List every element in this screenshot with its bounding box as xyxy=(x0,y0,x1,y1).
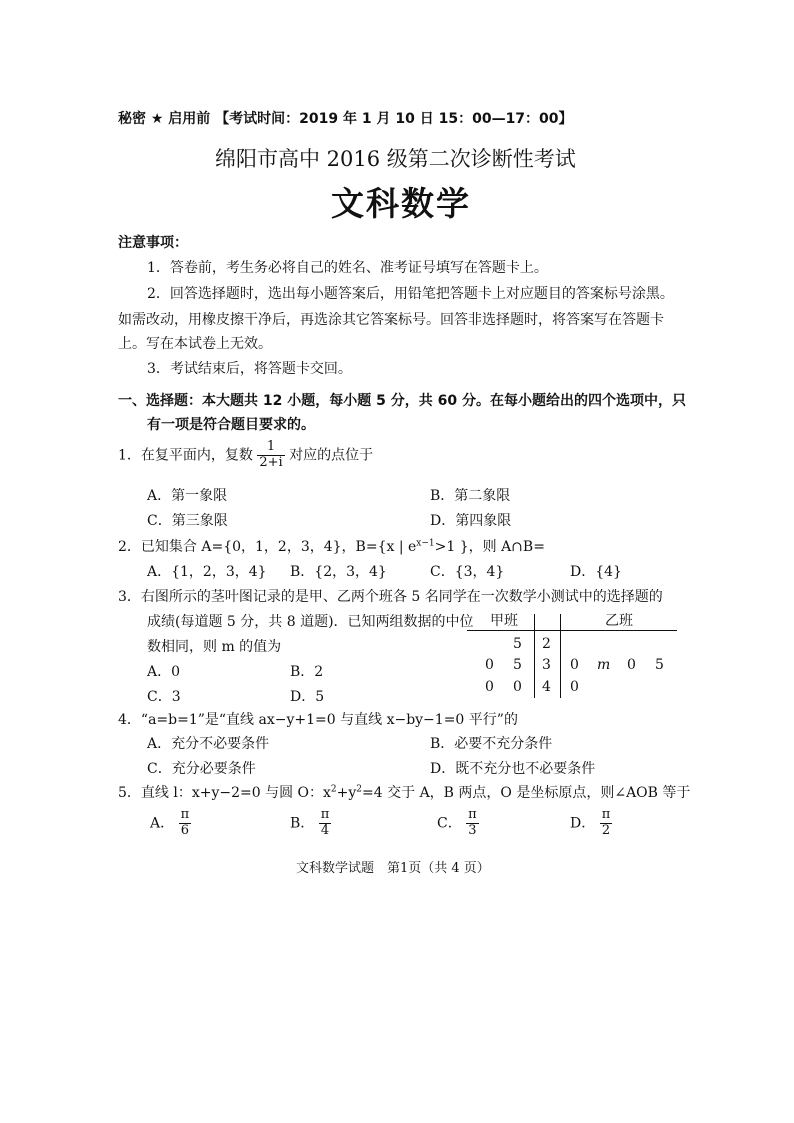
q4-option-a: A．充分不必要条件 xyxy=(147,736,270,752)
q5-option-a-fraction xyxy=(179,808,192,839)
q2-text-b: >1 }，则 A∩B= xyxy=(434,539,545,555)
q5-option-a xyxy=(150,808,191,839)
stem-leaf-cell: 5 xyxy=(513,636,522,652)
q2-option-a: A．{1，2，3，4} xyxy=(147,564,267,580)
pi-symbol: π xyxy=(320,807,330,822)
q5-option-d-label: D． xyxy=(570,815,596,832)
q5-text-c: =4 交于 A，B 两点，O 是坐标原点，则∠AOB 等于 xyxy=(362,785,691,801)
stem-leaf-cell-m: m xyxy=(597,657,611,673)
q2-option-c: C．{3，4} xyxy=(430,564,505,580)
q1-option-d: D．第四象限 xyxy=(430,513,512,529)
q1-post: 对应的点位于 xyxy=(289,447,374,464)
pi-symbol: π xyxy=(180,807,190,822)
q5-option-c-label: C． xyxy=(437,815,462,832)
exam-secret-line: 秘密 ★ 启用前 【考试时间：2019 年 1 月 10 日 15：00—17：00】 xyxy=(118,111,573,127)
stem-leaf-left-header: 甲班 xyxy=(490,613,518,629)
q3-option-c: C．3 xyxy=(147,689,181,705)
q5-sup-2: 2 xyxy=(356,784,363,795)
stem-leaf-cell: 0 xyxy=(485,679,494,695)
note-2-cont: 如需改动，用橡皮擦干净后，再选涂其它答案标号。回答非选择题时，将答案写在答题卡 xyxy=(118,312,664,328)
q3-option-b: B．2 xyxy=(290,664,324,680)
q2-option-b: B．{2，3，4} xyxy=(290,564,387,580)
q2-exponent: x−1 xyxy=(416,538,435,549)
q1-numerator: 1 xyxy=(257,440,284,456)
stem-leaf-cell: 0 xyxy=(513,679,522,695)
q1-pre: 1．在复平面内，复数 xyxy=(118,447,253,464)
note-2: 2．回答选择题时，选出每小题答案后，用铅笔把答题卡上对应题目的答案标号涂黑。 xyxy=(147,286,674,302)
stem-leaf-cell: 0 xyxy=(485,657,494,673)
q5-option-a-den: 6 xyxy=(180,822,189,838)
pi-symbol: π xyxy=(468,807,477,822)
pi-symbol: π xyxy=(601,807,611,822)
question-4: 4．“a=b=1”是“直线 ax−y+1=0 与直线 x−by−1=0 平行”的 xyxy=(118,712,518,728)
q1-fraction xyxy=(257,440,284,471)
stem-leaf-stem: 3 xyxy=(542,657,551,673)
q5-option-b-den: 4 xyxy=(320,822,330,838)
stem-leaf-stem: 4 xyxy=(542,679,551,695)
q5-option-c-den: 3 xyxy=(468,822,477,838)
question-3-line2: 成绩(每道题 5 分，共 8 道题)．已知两组数据的中位 xyxy=(147,614,474,630)
q3-option-a: A．0 xyxy=(147,664,181,680)
q2-text-a: 2．已知集合 A={0，1，2，3，4}，B={x | e xyxy=(118,539,417,555)
q1-option-b: B．第二象限 xyxy=(430,488,511,504)
subject-title: 文科数学 xyxy=(331,184,471,223)
q5-text-b: +y xyxy=(336,785,357,801)
q4-option-c: C．充分必要条件 xyxy=(147,761,256,777)
stem-leaf-cell: 5 xyxy=(513,657,522,673)
q5-option-b-label: B． xyxy=(290,815,315,832)
q3-option-d: D．5 xyxy=(290,689,325,705)
stem-leaf-stem: 2 xyxy=(542,636,551,652)
stem-leaf-left-divider xyxy=(534,614,535,698)
section-heading-cont: 有一项是符合题目要求的。 xyxy=(147,417,315,433)
stem-leaf-right-header: 乙班 xyxy=(605,613,633,629)
note-2-end: 上。写在本试卷上无效。 xyxy=(118,336,272,352)
question-5 xyxy=(118,782,690,802)
question-1 xyxy=(118,440,373,471)
q1-option-a: A．第一象限 xyxy=(147,488,228,504)
note-1: 1．答卷前，考生务必将自己的姓名、准考证号填写在答题卡上。 xyxy=(147,260,548,276)
q4-option-d: D．既不充分也不必要条件 xyxy=(430,761,596,777)
q5-option-a-label: A． xyxy=(150,815,175,832)
question-2 xyxy=(118,536,545,556)
stem-leaf-cell: 0 xyxy=(570,679,579,695)
q5-option-d-fraction xyxy=(600,808,613,839)
question-3-line3: 数相同，则 m 的值为 xyxy=(147,639,282,655)
q5-option-b xyxy=(290,808,331,839)
q5-sup-1: 2 xyxy=(330,784,337,795)
notes-heading: 注意事项： xyxy=(118,235,188,251)
q5-text-a: 5．直线 l：x+y−2=0 与圆 O：x xyxy=(118,785,331,801)
stem-leaf-cell: 5 xyxy=(655,657,664,673)
q5-option-d-den: 2 xyxy=(601,822,611,838)
stem-leaf-cell: 0 xyxy=(627,657,636,673)
stem-leaf-right-divider xyxy=(560,614,561,698)
stem-leaf-cell: 0 xyxy=(570,657,579,673)
exam-title: 绵阳市高中 2016 级第二次诊断性考试 xyxy=(215,147,576,171)
q1-option-c: C．第三象限 xyxy=(147,513,228,529)
q5-option-c-fraction xyxy=(466,808,479,839)
q1-denominator: 2+i xyxy=(259,454,283,470)
q5-option-b-fraction xyxy=(319,808,332,839)
q4-option-b: B．必要不充分条件 xyxy=(430,736,553,752)
stem-leaf-header-rule xyxy=(467,630,677,631)
question-3: 3．右图所示的茎叶图记录的是甲、乙两个班各 5 名同学在一次数学小测试中的选择题的 xyxy=(118,589,663,605)
q5-option-c xyxy=(437,808,479,839)
q5-option-d xyxy=(570,808,612,839)
section-heading: 一、选择题：本大题共 12 小题，每小题 5 分，共 60 分。在每小题给出的四个选项中，只 xyxy=(118,393,686,409)
q2-option-d: D．{4} xyxy=(570,564,622,580)
page-footer: 文科数学试题 第1页（共 4 页） xyxy=(296,861,490,876)
note-3: 3．考试结束后，将答题卡交回。 xyxy=(147,361,352,377)
